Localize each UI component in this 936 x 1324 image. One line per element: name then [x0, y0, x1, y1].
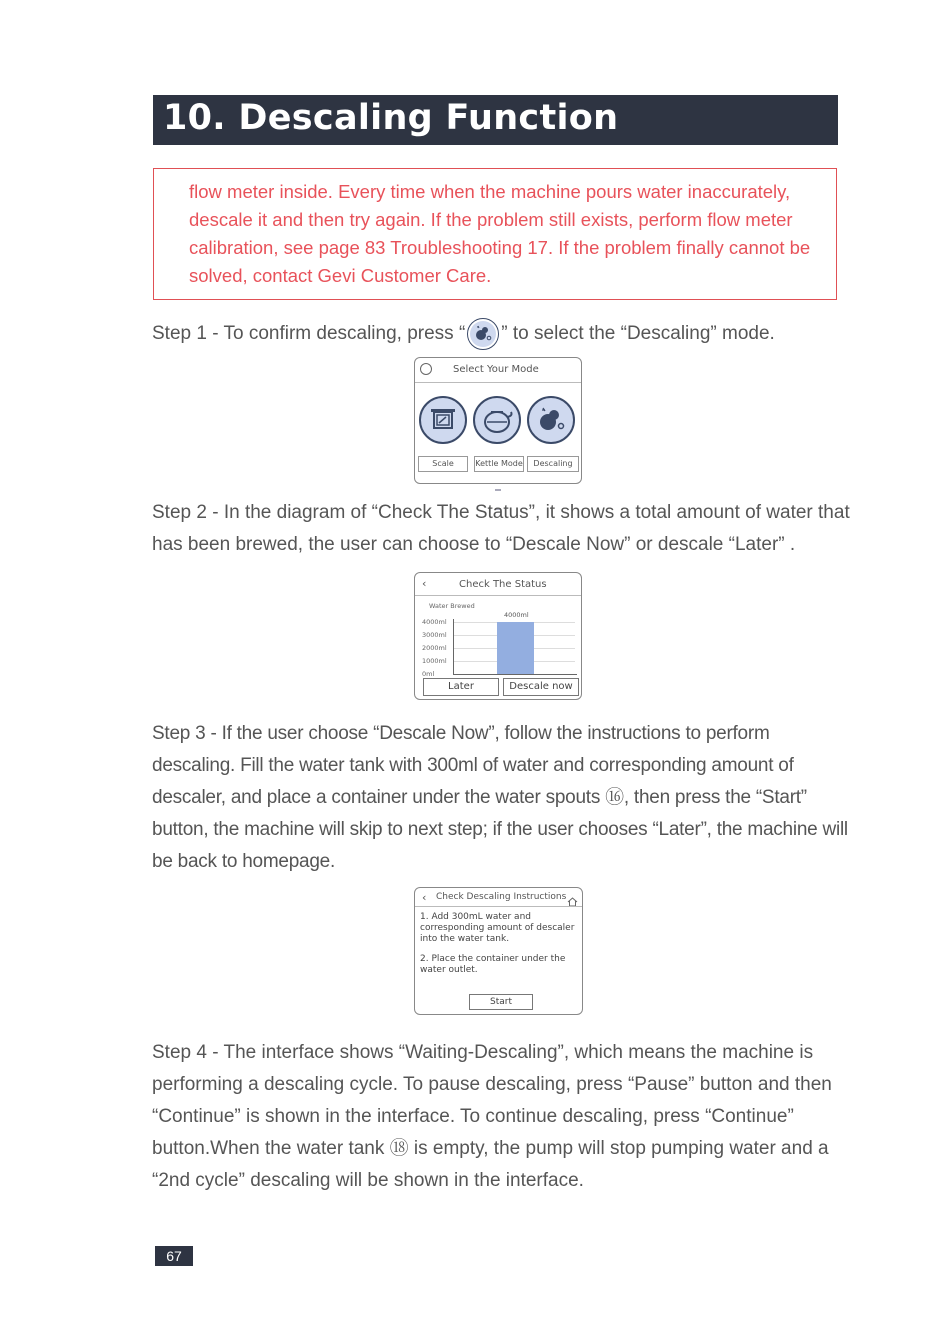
- gear-icon: [420, 363, 432, 375]
- descaling-instructions-screen: [414, 887, 583, 1015]
- instruction-1: 1. Add 300mL water and corresponding amount of descaler into the water tank.: [420, 912, 575, 944]
- start-button[interactable]: Start: [469, 994, 533, 1010]
- kettle-mode-icon[interactable]: [473, 396, 521, 444]
- select-mode-screen: [414, 357, 582, 484]
- page-indicator: [495, 476, 511, 479]
- y-tick-1000: 1000ml: [422, 657, 447, 665]
- step-4: Step 4 - The interface shows “Waiting-Descaling”, which means the machine is performing a descaling cycle. To pause descaling, press “Pause” button and then “Continue” is shown in the interface. To continue descaling, press “Continue” button.When the water tank ⑱ is empty, the pump will stop pumping water and a “2nd cycle” descaling will be shown in the interface.: [152, 1042, 832, 1191]
- check-status-title: Check The Status: [459, 579, 547, 590]
- check-status-screen: [414, 572, 582, 700]
- back-icon[interactable]: ‹: [422, 891, 427, 904]
- section-header: [153, 95, 838, 145]
- descaling-icon: [467, 318, 499, 350]
- descale-now-button[interactable]: Descale now: [503, 678, 579, 696]
- x-axis: [453, 674, 577, 675]
- step-2: Step 2 - In the diagram of “Check The Status”, it shows a total amount of water that has been brewed, the user can choose to “Descale Now” or descale “Later” .: [152, 502, 850, 555]
- y-tick-0: 0ml: [422, 670, 435, 678]
- page-number: 67: [155, 1246, 193, 1266]
- scale-mode-icon[interactable]: [419, 396, 467, 444]
- step-1: [152, 318, 852, 350]
- home-icon[interactable]: [567, 892, 578, 911]
- y-tick-2000: 2000ml: [422, 644, 447, 652]
- warning-text: flow meter inside. Every time when the machine pours water inaccurately, descale it and then try again. If the problem still exists, perform flow meter calibration, see page 83 Troubleshooting 17. If the problem finally cannot be solved, contact Gevi Customer Care.: [189, 181, 811, 286]
- scale-mode-button[interactable]: Scale: [418, 456, 468, 472]
- water-brewed-bar: [497, 622, 534, 674]
- screen-divider: [415, 382, 581, 383]
- section-title: 10. Descaling Function: [163, 98, 619, 138]
- descaling-mode-button[interactable]: Descaling: [527, 456, 579, 472]
- y-tick-4000: 4000ml: [422, 618, 447, 626]
- select-mode-title: Select Your Mode: [453, 364, 539, 375]
- descaling-mode-icon[interactable]: [527, 396, 575, 444]
- step-3: Step 3 - If the user choose “Descale Now”, follow the instructions to perform descaling. Fill the water tank with 300ml of water and corresponding amount of descaler, and place a container under the water spouts ⑯, then press the “Start” button, the machine will skip to next step; if the user chooses “Later”, the machine will be back to homepage.: [152, 723, 848, 872]
- y-tick-3000: 3000ml: [422, 631, 447, 639]
- kettle-mode-button[interactable]: Kettle Mode: [474, 456, 524, 472]
- y-axis: [453, 619, 454, 675]
- instruction-2: 2. Place the container under the water outlet.: [420, 954, 566, 975]
- warning-box: [153, 168, 837, 300]
- step-1-text-b: ” to select the “Descaling” mode.: [501, 323, 775, 345]
- step-1-text-a: Step 1 - To confirm descaling, press “: [152, 323, 466, 345]
- later-button[interactable]: Later: [423, 678, 499, 696]
- bar-value-label: 4000ml: [504, 611, 529, 619]
- instructions-title: Check Descaling Instructions: [436, 892, 567, 902]
- screen-divider: [415, 906, 582, 907]
- screen-divider: [415, 595, 581, 596]
- water-brewed-label: Water Brewed: [429, 602, 475, 610]
- back-icon[interactable]: ‹: [422, 577, 427, 590]
